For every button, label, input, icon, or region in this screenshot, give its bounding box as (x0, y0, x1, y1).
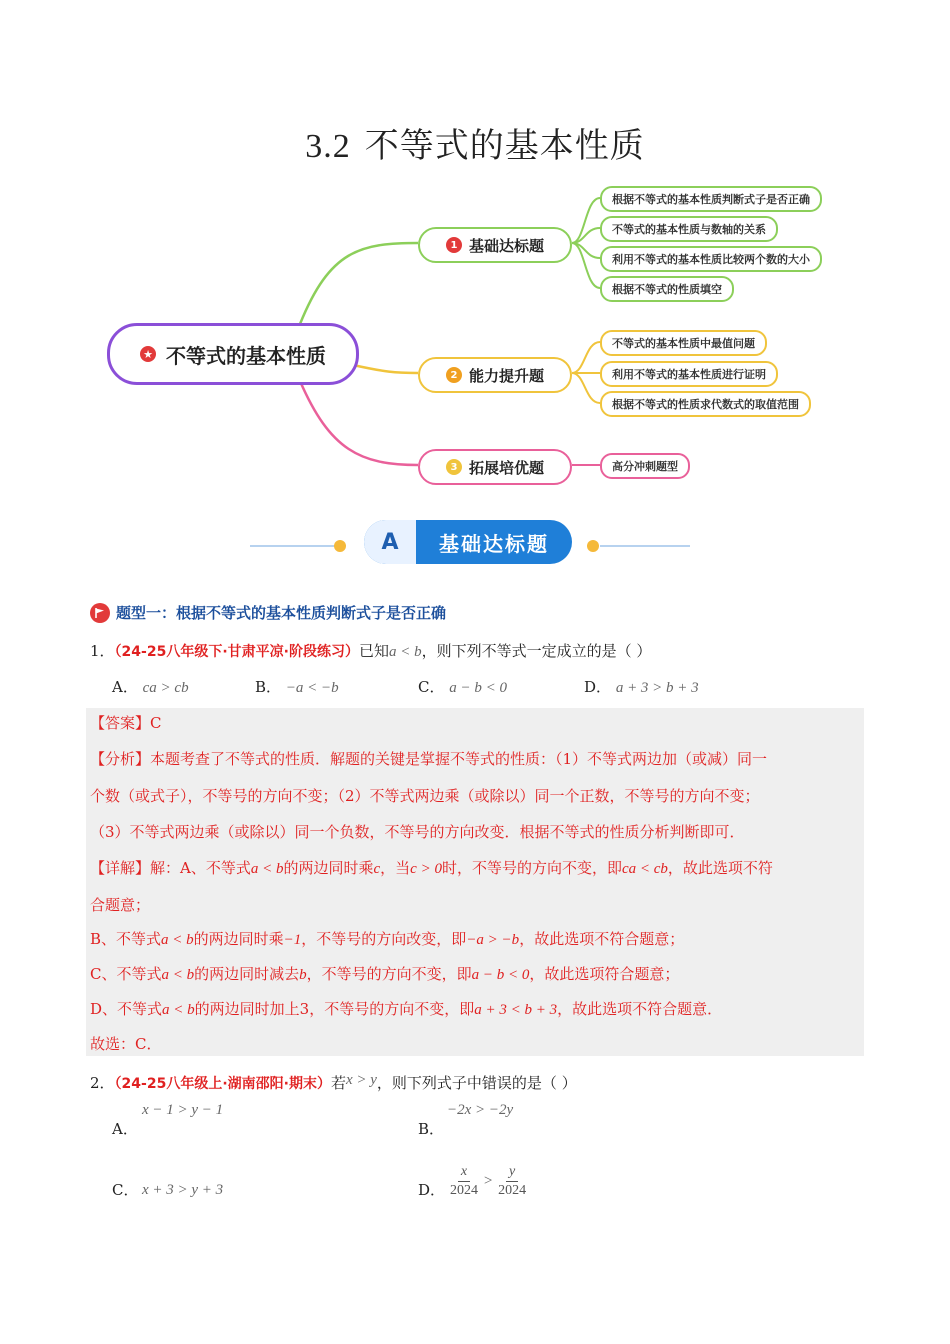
detail-text: 的两边同时乘 (283, 859, 374, 877)
detail-line-a (90, 857, 773, 880)
detail-text: ，故此选项不符合题意． (557, 1000, 723, 1018)
detail-text: ，不等号的方向不变，即 (306, 965, 472, 983)
q2-option-c-letter: C． (112, 1181, 139, 1199)
mindmap-root-label: 不等式的基本性质 (166, 343, 326, 368)
detail-text: ，故此选项不符合题意； (519, 930, 685, 948)
detail-text: 的两边同时加上3，不等号的方向不变，即 (194, 1000, 475, 1018)
q2-option-d-math (447, 1163, 529, 1200)
option-letter: C． (418, 678, 445, 696)
branch-ability-label: 能力提升题 (468, 366, 544, 385)
section-banner (364, 520, 572, 564)
detail-math: c > 0 (410, 861, 442, 877)
detail-math: ca < cb (621, 861, 668, 877)
detail-text: 的两边同时乘 (193, 930, 284, 948)
option-math: −a < −b (285, 680, 339, 696)
stem-text: 已知 (358, 642, 389, 660)
mindmap-root (107, 323, 359, 385)
detail-text: ，不等号的方向改变，即 (301, 930, 467, 948)
numerator: y (506, 1163, 518, 1182)
stem-text: ，则下列不等式一定成立的是（ ） (421, 642, 652, 660)
question-number: 1． (90, 642, 115, 660)
flag-icon (90, 603, 110, 623)
operator: > (483, 1173, 494, 1189)
detail-text: 的两边同时减去 (194, 965, 300, 983)
leaf-item: 不等式的基本性质中最值问题 (600, 330, 767, 356)
detail-line-c (90, 963, 679, 986)
analysis-line: 个数（或式子），不等号的方向不变；（2）不等式两边乘（或除以）同一个正数，不等号的方向不变； (90, 787, 760, 805)
branch-extend (418, 449, 572, 485)
q2-option-d-letter: D． (418, 1181, 446, 1199)
stem-math: x > y (345, 1072, 377, 1088)
option-letter: D． (584, 678, 612, 696)
stem-text: 若 (330, 1074, 346, 1092)
detail-math: −1 (283, 932, 302, 948)
detail-text: D、不等式 (90, 1000, 163, 1018)
number-1-icon: 1 (446, 237, 462, 253)
denominator: 2024 (450, 1183, 478, 1198)
leaf-item: 根据不等式的基本性质判断式子是否正确 (600, 186, 822, 212)
detail-text: 【详解】解：A、不等式 (90, 859, 251, 877)
option-math: a + 3 > b + 3 (615, 680, 699, 696)
section-label: 基础达标题 (439, 531, 549, 556)
detail-line-b (90, 928, 684, 951)
detail-line-d (90, 998, 722, 1021)
question-type-text: 题型一：根据不等式的基本性质判断式子是否正确 (116, 604, 447, 622)
leaf-item: 利用不等式的基本性质进行证明 (600, 361, 778, 387)
detail-math: a < b (250, 861, 284, 877)
answer-line: 【答案】C (90, 714, 162, 732)
leaf-item: 高分冲刺题型 (600, 453, 690, 479)
analysis-line: 【分析】本题考查了不等式的性质．解题的关键是掌握不等式的性质：（1）不等式两边加（或减）同一 (90, 750, 768, 768)
detail-text: ，当 (380, 859, 411, 877)
question-number: 2． (90, 1074, 115, 1092)
branch-basic-label: 基础达标题 (468, 236, 544, 255)
numerator: x (458, 1163, 470, 1182)
q2-option-a-math: x − 1 > y − 1 (142, 1102, 224, 1118)
option-math: ca > cb (142, 680, 189, 696)
question-source: （24-25八年级上·湖南邵阳·期末） (114, 1076, 331, 1092)
leaf-item: 根据不等式的性质填空 (600, 276, 734, 302)
detail-text: B、不等式 (90, 930, 162, 948)
branch-ability (418, 357, 572, 393)
branch-basic (418, 227, 572, 263)
q2-option-a-letter: A． (112, 1120, 138, 1138)
leaf-item: 根据不等式的性质求代数式的取值范围 (600, 391, 811, 417)
detail-line: 合题意； (90, 896, 151, 914)
final-answer-line: 故选：C． (90, 1035, 162, 1053)
question-source: （24-25八年级下·甘肃平凉·阶段练习） (114, 644, 359, 660)
leaf-item: 利用不等式的基本性质比较两个数的大小 (600, 246, 822, 272)
leaf-item: 不等式的基本性质与数轴的关系 (600, 216, 778, 242)
detail-math: a − b < 0 (471, 967, 530, 983)
detail-math: −a > −b (466, 932, 520, 948)
section-letter: A (364, 520, 416, 564)
q2-option-c-math: x + 3 > y + 3 (142, 1182, 224, 1198)
option-letter: B． (255, 678, 282, 696)
analysis-line: （3）不等式两边乘（或除以）同一个负数，不等号的方向改变．根据不等式的性质分析判断即可． (90, 823, 745, 841)
question-type-heading (90, 602, 446, 623)
q2-option-b-letter: B． (418, 1120, 445, 1138)
detail-math: a < b (162, 1002, 195, 1018)
question-2-stem (90, 1069, 577, 1095)
option-b (255, 676, 339, 697)
q2-option-b-math: −2x > −2y (447, 1102, 514, 1118)
detail-text: C、不等式 (90, 965, 162, 983)
option-c (418, 676, 507, 697)
detail-math: a + 3 < b + 3 (474, 1002, 558, 1018)
fraction (447, 1163, 481, 1200)
stem-math: a < b (388, 644, 422, 660)
question-1-stem (90, 640, 651, 663)
detail-math: a < b (161, 967, 195, 983)
option-d (584, 676, 699, 697)
number-3-icon: 3 (446, 459, 462, 475)
detail-text: ，故此选项不符 (667, 859, 773, 877)
option-math: a − b < 0 (449, 680, 508, 696)
detail-math: a < b (161, 932, 194, 948)
star-icon: ★ (140, 346, 156, 362)
denominator: 2024 (498, 1183, 527, 1198)
detail-text: 时，不等号的方向不变，即 (441, 859, 622, 877)
detail-math: c (373, 861, 381, 877)
option-letter: A． (112, 678, 138, 696)
fraction (495, 1163, 529, 1200)
detail-text: ，故此选项符合题意； (529, 965, 680, 983)
branch-extend-label: 拓展培优题 (468, 458, 544, 477)
detail-math: b (299, 967, 307, 983)
option-a (112, 676, 189, 697)
title-text: 不等式的基本性质 (364, 126, 645, 166)
stem-text: ，则下列式子中错误的是（ ） (376, 1074, 577, 1092)
number-2-icon: 2 (446, 367, 462, 383)
title-number: 3.2 (305, 128, 351, 165)
